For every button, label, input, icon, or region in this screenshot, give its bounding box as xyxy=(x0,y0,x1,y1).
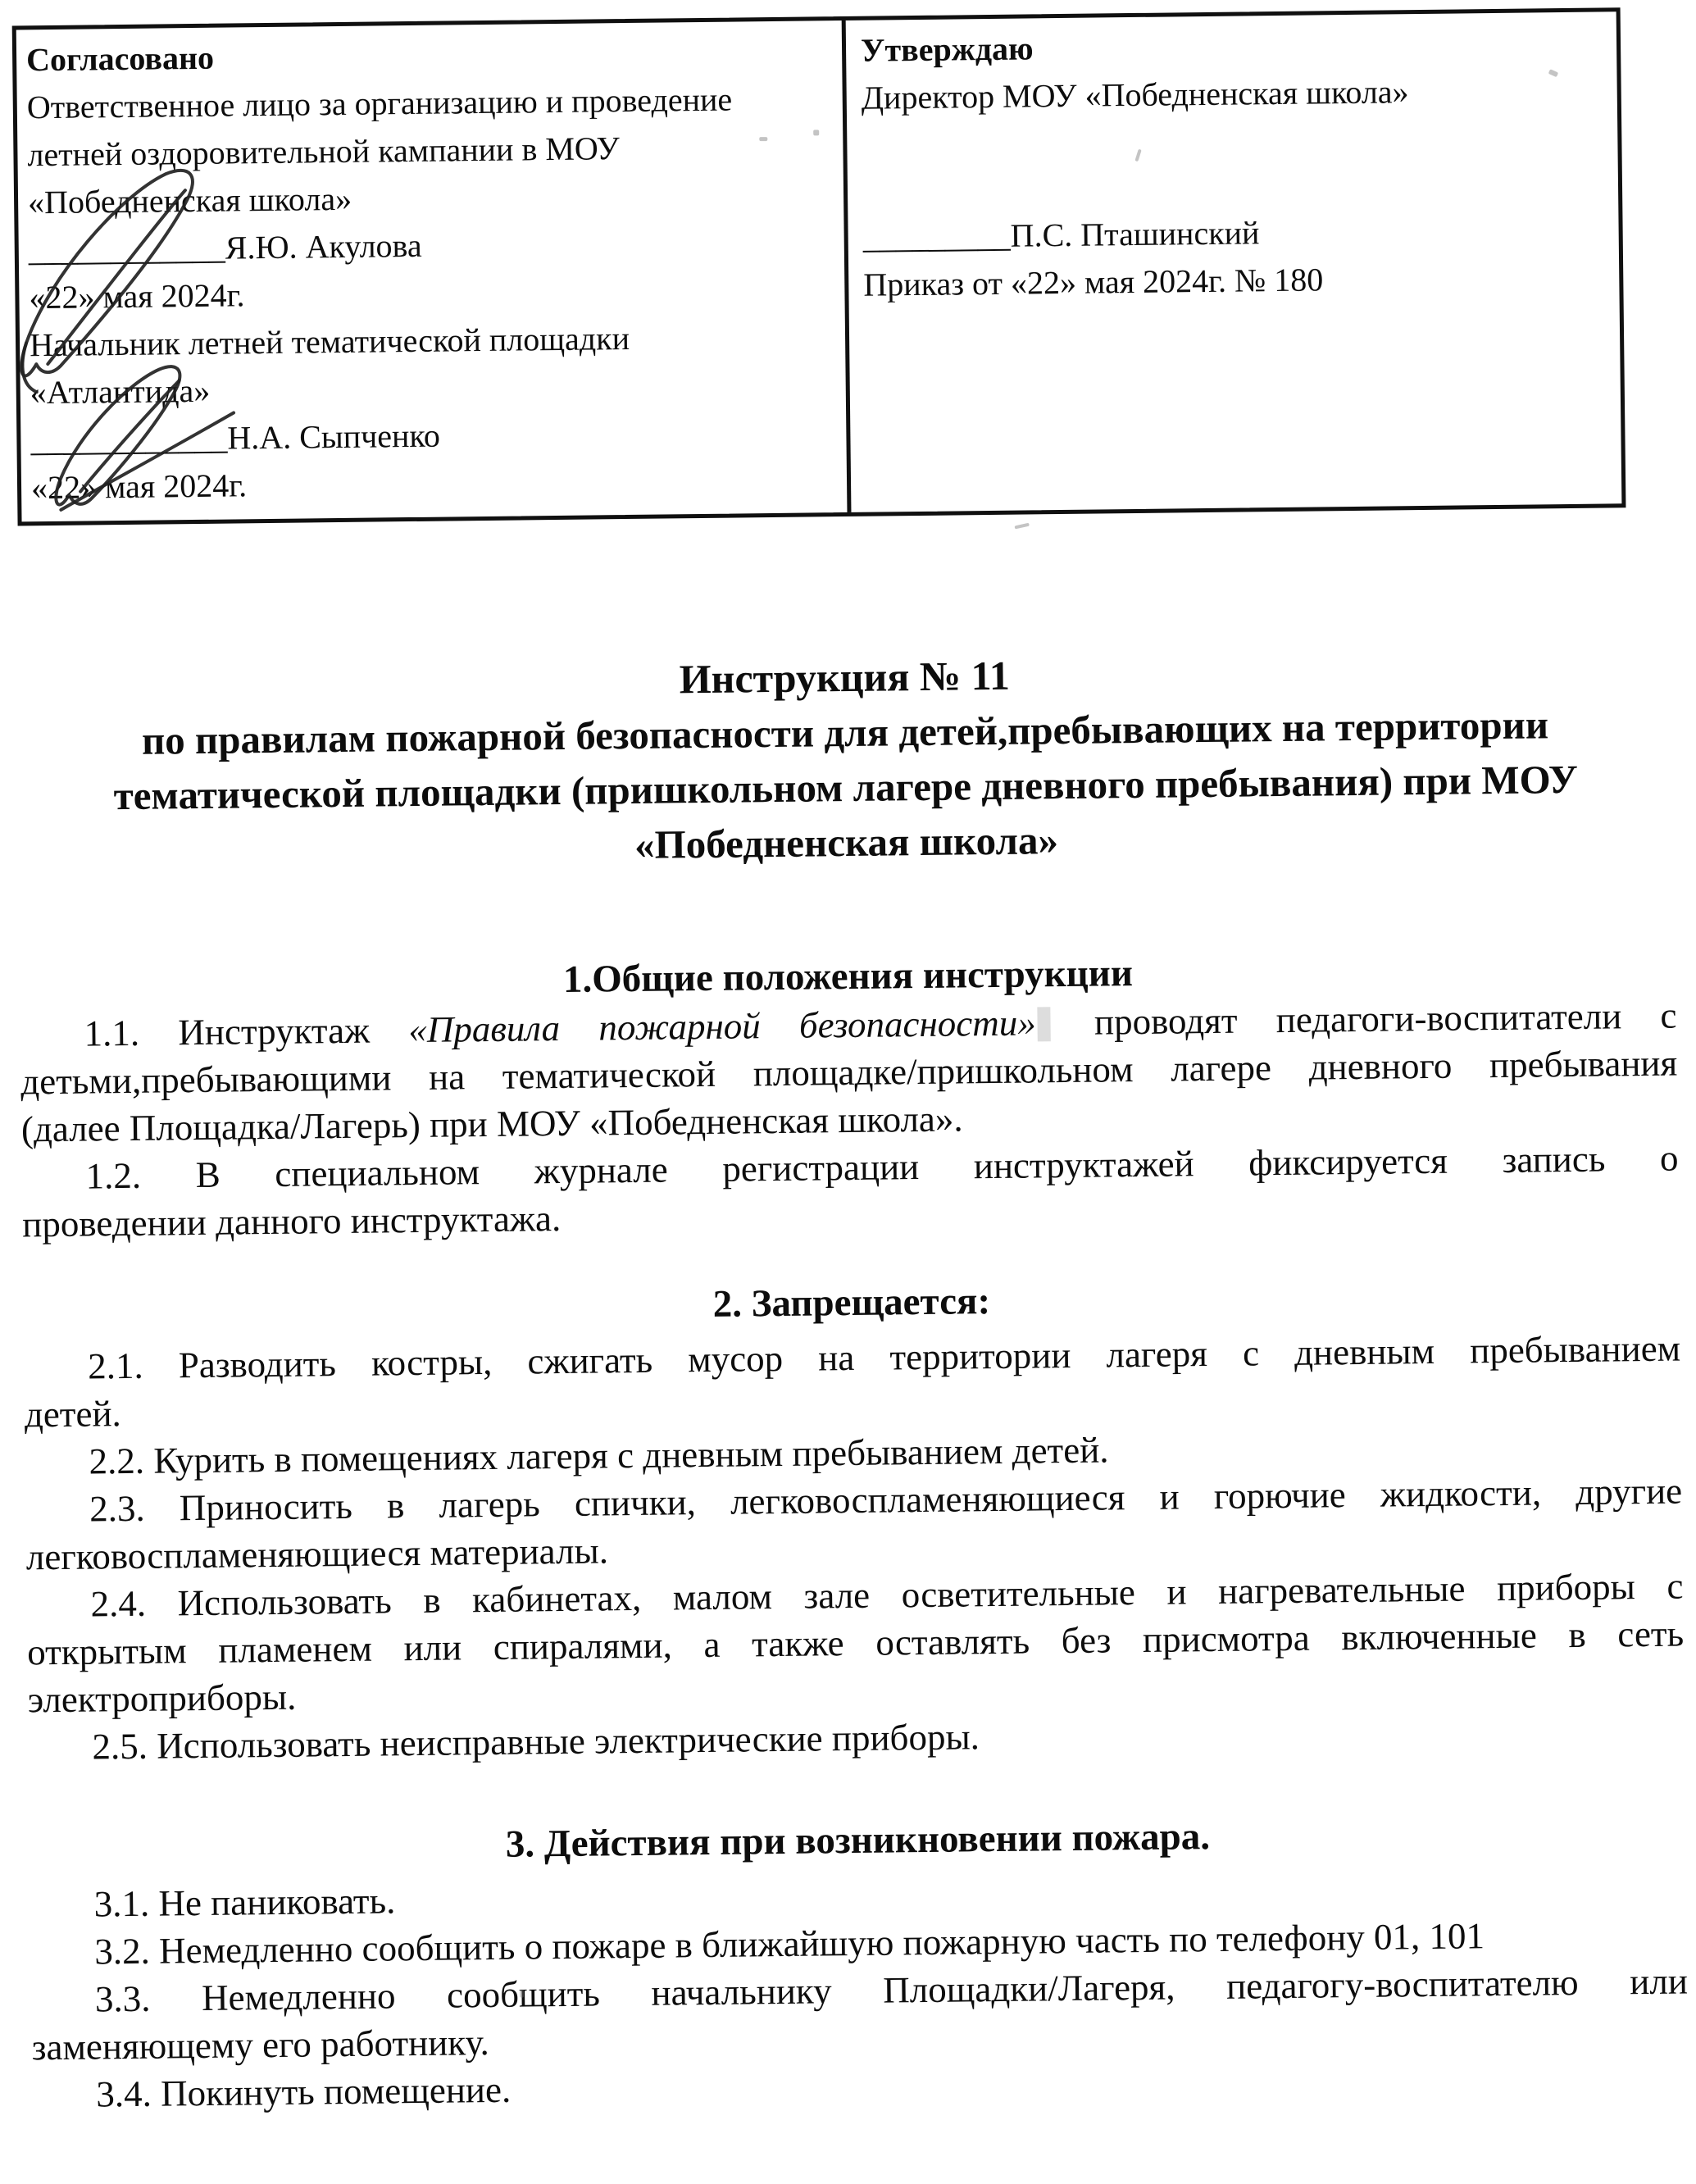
approved-signature-line: _________П.С. Пташинский xyxy=(862,214,1260,256)
paragraph-3-3 xyxy=(31,1957,1689,2071)
section-3-heading: 3. Действия при возникновении пожара. xyxy=(505,1815,1211,1866)
title-line: Инструкция № 11 xyxy=(679,652,1011,703)
approved-order-line: Приказ от «22» мая 2024г. № 180 xyxy=(863,261,1324,303)
agreed-cell xyxy=(16,20,852,521)
agreed-role-line: Ответственное лицо за организацию и проведение xyxy=(26,80,733,126)
text-line: легковоспламеняющиеся материалы. xyxy=(25,1530,609,1578)
agreed-role-line: летней оздоровительной кампании в МОУ xyxy=(27,130,621,174)
title-line: тематической площадки (пришкольном лагере дневного пребывания) при МОУ xyxy=(113,756,1579,819)
document-body xyxy=(0,640,1696,2118)
text-line: (далее Площадка/Лагерь) при МОУ «Победненская школа». xyxy=(20,1098,963,1150)
text-line: 2.3. Приносить в лагерь спички, легковоспламеняющиеся и горючие жидкости, другие xyxy=(89,1470,1683,1530)
text-line: детьми,пребывающими на тематической площадке/пришкольном лагере дневного пребывания xyxy=(20,1042,1678,1103)
agreed-role-line: «Победненская школа» xyxy=(27,180,352,221)
scan-speck xyxy=(759,137,767,141)
scan-artifact xyxy=(1038,1007,1051,1041)
text-line: 3.1. Не паниковать. xyxy=(93,1880,396,1925)
section-2-heading: 2. Запрещается: xyxy=(712,1280,991,1326)
agreed-role-line: «Атлантида» xyxy=(30,371,211,412)
paragraph-2-1 xyxy=(24,1325,1681,1439)
paragraph-1-2 xyxy=(21,1135,1679,1249)
approved-role-line: Директор МОУ «Победненская школа» xyxy=(861,73,1409,116)
text-line: проведении данного инструктажа. xyxy=(21,1197,562,1245)
paragraph-1-1 xyxy=(20,992,1678,1153)
agreed-date: «22» мая 2024г. xyxy=(30,466,248,507)
agreed-role-line: Начальник летней тематической площадки xyxy=(29,319,630,364)
agreed-date: «22» мая 2024г. xyxy=(29,276,245,316)
text-line: 3.4. Покинуть помещение. xyxy=(96,2068,512,2115)
text-line: 2.4. Использовать в кабинетах, малом зале осветительные и нагревательные приборы с xyxy=(90,1565,1684,1625)
scan-speck xyxy=(1014,523,1029,530)
agreed-signature-line: ____________Я.Ю. Акулова xyxy=(28,226,422,269)
approval-table xyxy=(12,7,1626,526)
scan-speck xyxy=(520,1990,524,1998)
approved-heading: Утверждаю xyxy=(860,30,1034,69)
text-line: 1.2. В специальном журнале регистрации инструктажей фиксируется запись о xyxy=(85,1137,1679,1197)
scan-speck xyxy=(813,130,819,135)
agreed-heading: Согласовано xyxy=(25,39,215,79)
text-line: 2.5. Использовать неисправные электрические приборы. xyxy=(92,1716,980,1768)
text-run: проводят педагоги-воспитатели с xyxy=(1055,994,1677,1044)
text-line: детей. xyxy=(24,1393,122,1436)
section-1-heading: 1.Общие положения инструкции xyxy=(562,952,1134,1001)
text-line: электроприборы. xyxy=(27,1676,297,1721)
text-line: 3.2. Немедленно сообщить о пожаре в ближайшую пожарную часть по телефону 01, 101 xyxy=(94,1915,1485,1972)
text-line: 2.2. Курить в помещениях лагеря с дневным пребыванием детей. xyxy=(89,1429,1109,1482)
title-line: по правилам пожарной безопасности для детей,пребывающих на территории xyxy=(141,702,1549,763)
title-line: «Победненская школа» xyxy=(634,817,1059,867)
agreed-signature-line: ____________Н.А. Сыпченко xyxy=(30,416,441,459)
text-line: 3.3. Немедленно сообщить начальнику Площадки/Лагеря, педагогу-воспитателю или xyxy=(94,1960,1689,2020)
blank-space xyxy=(862,113,1607,213)
document-title xyxy=(16,641,1675,880)
italic-quote: «Правила пожарной безопасности» xyxy=(408,1002,1037,1051)
approved-cell xyxy=(846,11,1622,512)
paragraph-2-3 xyxy=(25,1467,1683,1581)
paragraph-2-4 xyxy=(26,1562,1685,1723)
text-line: заменяющему его работнику. xyxy=(31,2022,489,2068)
text-line: 2.1. Разводить костры, сжигать мусор на территории лагеря с дневным пребыванием xyxy=(87,1327,1681,1387)
text-run: 1.1. Инструктаж xyxy=(84,1009,409,1054)
text-line: открытым пламенем или спиралями, а также оставлять без присмотра включенные в сеть xyxy=(26,1613,1685,1673)
